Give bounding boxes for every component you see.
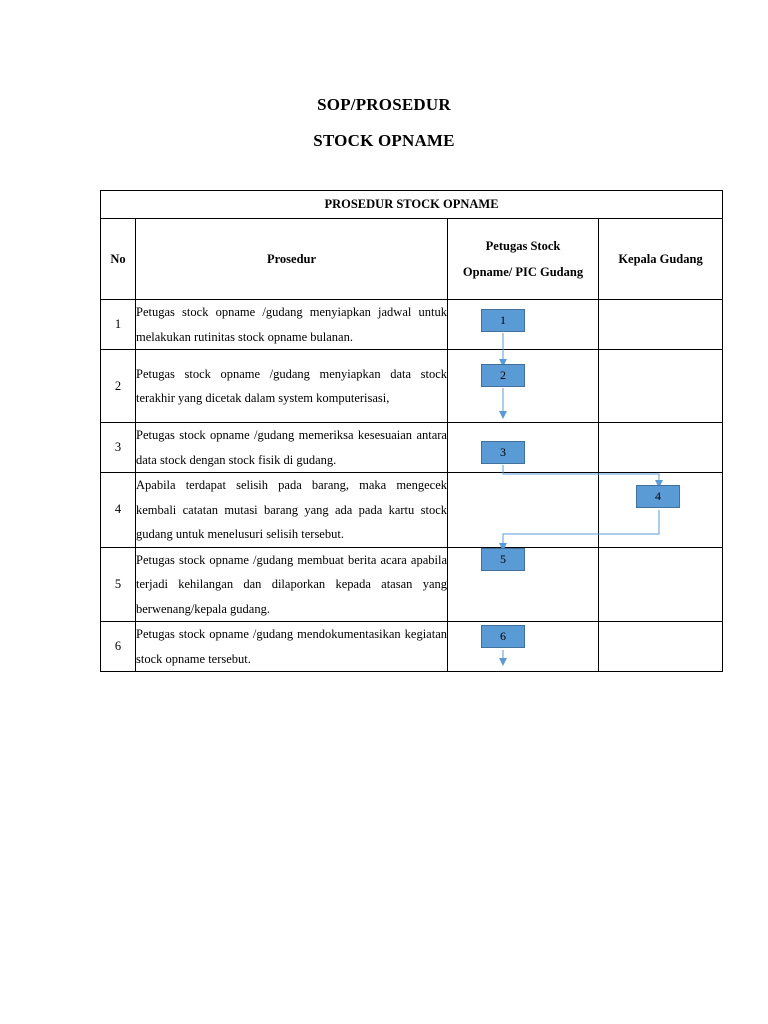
flow-step-box: 1 (481, 309, 525, 332)
row-procedure: Petugas stock opname /gudang memeriksa kesesuaian antara data stock dengan stock fisik di gudang. (136, 423, 448, 473)
lane-kepala-cell (599, 547, 723, 622)
column-header-petugas: Petugas Stock Opname/ PIC Gudang (448, 219, 599, 300)
lane-kepala-cell (599, 622, 723, 672)
table-row (101, 300, 723, 350)
lane-petugas-cell (448, 423, 599, 473)
row-procedure: Petugas stock opname /gudang mendokumentasikan kegiatan stock opname tersebut. (136, 622, 448, 672)
flow-step-box: 4 (636, 485, 680, 508)
row-procedure: Petugas stock opname /gudang menyiapkan data stock terakhir yang dicetak dalam system komputerisasi, (136, 350, 448, 423)
flow-step-box: 6 (481, 625, 525, 648)
lane-petugas-cell (448, 473, 599, 548)
row-number: 1 (101, 300, 136, 350)
table-row (101, 423, 723, 473)
lane-kepala-cell (599, 350, 723, 423)
lane-petugas-cell (448, 547, 599, 622)
procedure-table (100, 190, 723, 672)
lane-petugas-cell (448, 622, 599, 672)
row-number: 2 (101, 350, 136, 423)
lane-kepala-cell (599, 473, 723, 548)
flow-step-box: 2 (481, 364, 525, 387)
row-procedure: Petugas stock opname /gudang menyiapkan jadwal untuk melakukan rutinitas stock opname bulanan. (136, 300, 448, 350)
column-header-kepala: Kepala Gudang (599, 219, 723, 300)
table-row (101, 622, 723, 672)
row-number: 3 (101, 423, 136, 473)
row-procedure: Apabila terdapat selisih pada barang, maka mengecek kembali catatan mutasi barang yang ada pada kartu stock gudang untuk menelusuri selisih tersebut. (136, 473, 448, 548)
table-row (101, 350, 723, 423)
table-row (101, 473, 723, 548)
column-header-no: No (101, 219, 136, 300)
lane-petugas-cell (448, 350, 599, 423)
column-header-prosedur: Prosedur (136, 219, 448, 300)
flow-step-box: 3 (481, 441, 525, 464)
lane-kepala-cell (599, 423, 723, 473)
document-title: SOP/PROSEDUR (317, 95, 451, 114)
flow-step-box: 5 (481, 548, 525, 571)
table-caption: PROSEDUR STOCK OPNAME (101, 191, 723, 219)
row-number: 4 (101, 473, 136, 548)
document-subtitle: STOCK OPNAME (313, 131, 455, 150)
row-number: 5 (101, 547, 136, 622)
lane-petugas-cell (448, 300, 599, 350)
row-number: 6 (101, 622, 136, 672)
lane-kepala-cell (599, 300, 723, 350)
table-row (101, 547, 723, 622)
row-procedure: Petugas stock opname /gudang membuat berita acara apabila terjadi kehilangan dan dilaporkan kepada atasan yang berwenang/kepala gudang. (136, 547, 448, 622)
